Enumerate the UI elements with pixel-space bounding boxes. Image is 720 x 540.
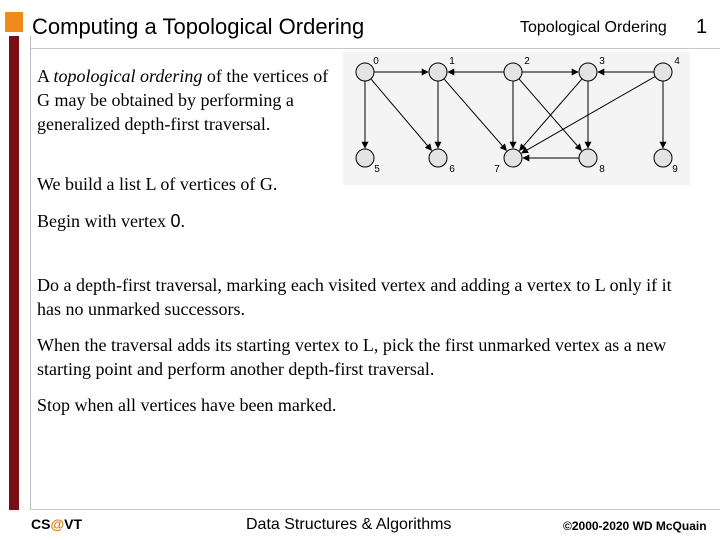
vertex-label-5: 5 [374, 164, 380, 175]
restart-paragraph: When the traversal adds its starting vertex to L, pick the first unmarked vertex as a new starting point and perform another depth-first traversal. [37, 335, 667, 379]
vertex-0 [356, 63, 374, 81]
start-vertex: 0 [170, 211, 181, 231]
footer-divider [30, 509, 720, 510]
course-label [31, 516, 82, 532]
course-title: Data Structures & Algorithms [246, 516, 452, 533]
course-at: @ [50, 516, 65, 532]
vertex-3 [579, 63, 597, 81]
vertex-label-0: 0 [373, 56, 379, 67]
vertex-7 [504, 149, 522, 167]
vertex-label-3: 3 [599, 56, 605, 67]
left-divider [30, 36, 31, 510]
begin-period: . [180, 211, 185, 231]
vertex-5 [356, 149, 374, 167]
vertex-6 [429, 149, 447, 167]
graph-svg [343, 52, 690, 185]
stop-paragraph: Stop when all vertices have been marked. [37, 395, 337, 415]
intro-text-a: A [37, 66, 54, 86]
intro-emphasis: topological ordering [53, 66, 203, 86]
dfs-paragraph: Do a depth-first traversal, marking each visited vertex and adding a vertex to L only if it has no unmarked successors. [37, 275, 672, 319]
course-cs: CS [31, 516, 51, 532]
vertex-label-6: 6 [449, 164, 455, 175]
vertex-label-4: 4 [674, 56, 680, 67]
left-accent-bar [9, 36, 19, 510]
vertex-9 [654, 149, 672, 167]
section-title: Topological Ordering [520, 19, 667, 36]
vertex-label-1: 1 [449, 56, 455, 67]
vertex-2 [504, 63, 522, 81]
edge-0-6 [371, 79, 432, 151]
vertex-label-9: 9 [672, 164, 678, 175]
page-number: 1 [696, 16, 708, 38]
begin-text: Begin with vertex [37, 211, 171, 231]
vertex-4 [654, 63, 672, 81]
vertex-label-2: 2 [524, 56, 530, 67]
vertex-8 [579, 149, 597, 167]
begin-paragraph [37, 209, 185, 233]
graph-figure [343, 52, 690, 185]
slide-title: Computing a Topological Ordering [32, 14, 365, 39]
intro-text-b: of the vertices of G may be obtained by performing a generalized depth-first traversal. [37, 66, 329, 134]
header-divider [30, 48, 720, 49]
edge-1-7 [444, 79, 507, 151]
list-paragraph: We build a list L of vertices of G. [37, 174, 278, 194]
copyright: ©2000-2020 WD McQuain [563, 519, 707, 533]
vertex-label-8: 8 [599, 164, 605, 175]
vertex-label-7: 7 [494, 164, 500, 175]
course-vt: VT [64, 516, 82, 532]
corner-square [5, 12, 23, 32]
intro-paragraph [37, 64, 337, 136]
vertex-1 [429, 63, 447, 81]
